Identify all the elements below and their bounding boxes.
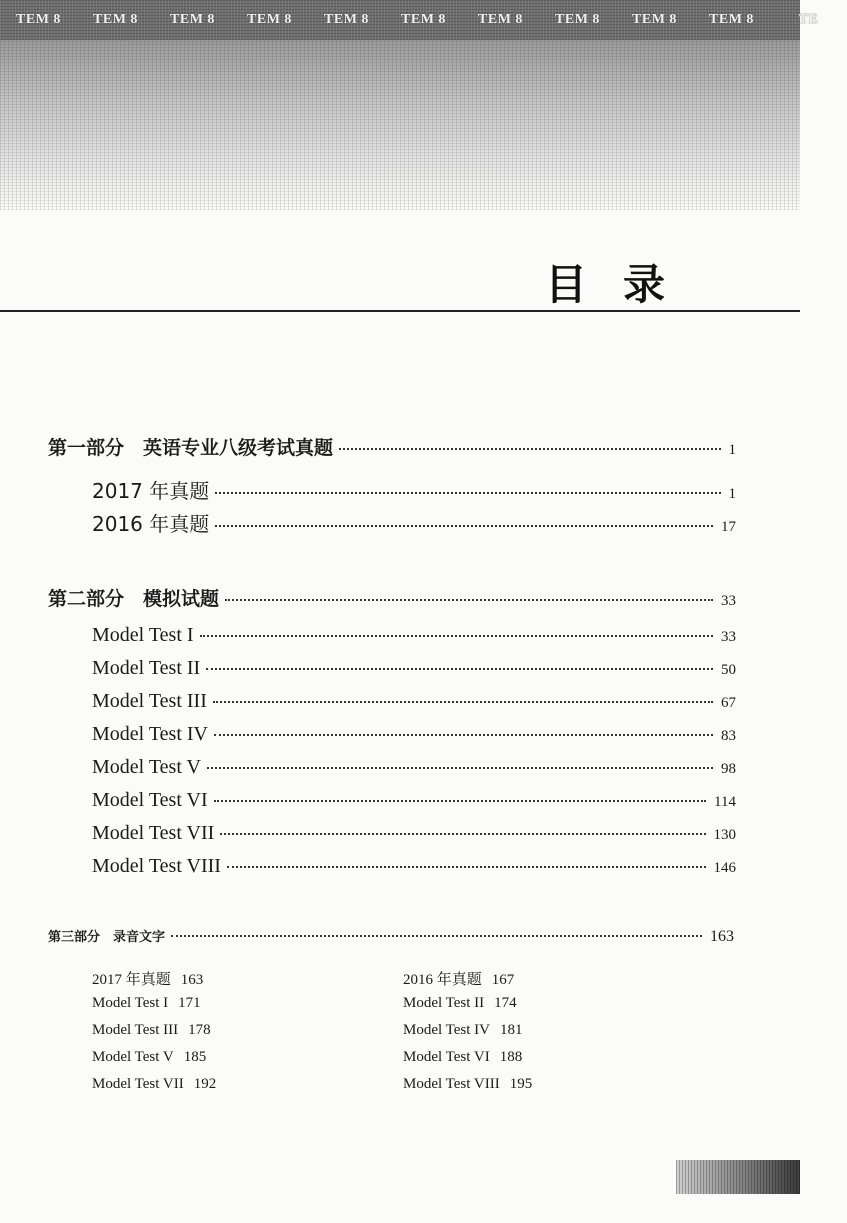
dot-leader bbox=[214, 734, 713, 736]
toc-entry-label: Model Test VIII bbox=[92, 855, 221, 877]
toc-entry[interactable] bbox=[92, 475, 736, 504]
toc-entry[interactable] bbox=[92, 855, 736, 878]
transcript-entry[interactable] bbox=[403, 1022, 523, 1039]
toc-entry-label: Model Test VII bbox=[92, 822, 215, 844]
banner-word: TEM 8 bbox=[324, 12, 369, 27]
dot-leader bbox=[220, 833, 705, 835]
banner-word: TEM 8 bbox=[478, 12, 523, 27]
toc-entry[interactable] bbox=[92, 789, 736, 812]
transcript-page: 178 bbox=[188, 1022, 211, 1038]
transcript-label: 2017 年真题 bbox=[92, 972, 171, 988]
dot-leader bbox=[213, 701, 713, 703]
toc-entry-label: Model Test I bbox=[92, 624, 194, 646]
toc-entry-label: Model Test III bbox=[92, 690, 207, 712]
transcript-page: 195 bbox=[509, 1076, 533, 1092]
toc-page-number: 33 bbox=[721, 629, 736, 645]
transcript-label: 2016 年真题 bbox=[403, 972, 482, 988]
dot-leader bbox=[225, 599, 713, 601]
toc-entry-label: 2016 年真题 bbox=[92, 512, 210, 536]
page-title: 目录 bbox=[545, 260, 702, 309]
dot-leader bbox=[215, 492, 720, 494]
toc-page-number: 98 bbox=[721, 761, 736, 777]
transcript-page: 167 bbox=[491, 972, 515, 988]
toc-page-number: 130 bbox=[713, 827, 736, 843]
transcript-label: Model Test V bbox=[92, 1049, 174, 1065]
transcript-entry[interactable] bbox=[92, 1022, 211, 1039]
dot-leader bbox=[215, 525, 713, 527]
banner-word: TEM 8 bbox=[401, 12, 446, 27]
toc-entry[interactable] bbox=[92, 690, 736, 713]
toc-page-number: 17 bbox=[721, 519, 736, 535]
banner-word: TEM 8 bbox=[632, 12, 677, 27]
transcript-entry[interactable] bbox=[92, 1049, 206, 1066]
transcript-page: 185 bbox=[183, 1049, 207, 1065]
dot-leader bbox=[200, 635, 713, 637]
banner-word: TEM 8 bbox=[93, 12, 138, 27]
transcript-page: 181 bbox=[500, 1022, 523, 1038]
transcript-entry[interactable] bbox=[403, 1049, 522, 1066]
toc-entry[interactable] bbox=[92, 822, 736, 845]
toc-page-number: 146 bbox=[713, 860, 736, 876]
toc-page-number: 114 bbox=[714, 794, 736, 810]
page-edge-tab bbox=[676, 1160, 800, 1194]
toc-entry[interactable] bbox=[92, 657, 736, 680]
dot-leader bbox=[227, 866, 706, 868]
toc-part-title: 第一部分 英语专业八级考试真题 bbox=[48, 437, 334, 459]
dot-leader bbox=[339, 448, 720, 450]
banner-word: TEM 8 bbox=[709, 12, 754, 27]
transcript-label: Model Test VIII bbox=[403, 1076, 500, 1092]
toc-page-number: 83 bbox=[721, 728, 736, 744]
dot-leader bbox=[206, 668, 713, 670]
transcript-entry[interactable] bbox=[92, 1076, 216, 1093]
dot-leader bbox=[214, 800, 706, 802]
banner-word: TEM 8 bbox=[16, 12, 61, 27]
toc-page-number: 163 bbox=[710, 928, 734, 945]
toc-entry-label: Model Test VI bbox=[92, 789, 208, 811]
banner-word: TEM 8 bbox=[247, 12, 292, 27]
dot-leader bbox=[171, 935, 702, 937]
toc-entry-label: Model Test V bbox=[92, 756, 201, 778]
header-banner bbox=[0, 0, 819, 40]
banner-word: TEM 8 bbox=[555, 12, 600, 27]
toc-entry-label: 2017 年真题 bbox=[92, 479, 210, 503]
toc-entry[interactable] bbox=[92, 508, 736, 537]
transcript-page: 163 bbox=[180, 972, 204, 988]
toc-part-3[interactable] bbox=[48, 926, 734, 946]
transcript-label: Model Test IV bbox=[403, 1022, 490, 1038]
toc-page-number: 1 bbox=[728, 486, 736, 502]
transcript-page: 171 bbox=[178, 995, 201, 1011]
transcript-entry[interactable] bbox=[403, 1076, 532, 1093]
transcript-label: Model Test III bbox=[92, 1022, 179, 1038]
toc-part-1[interactable] bbox=[48, 433, 736, 460]
title-divider bbox=[0, 310, 800, 312]
toc-part-2[interactable] bbox=[48, 584, 736, 611]
transcript-label: Model Test VI bbox=[403, 1049, 490, 1065]
dot-leader bbox=[207, 767, 713, 769]
transcript-label: Model Test II bbox=[403, 995, 485, 1011]
transcript-label: Model Test VII bbox=[92, 1076, 184, 1092]
transcript-entry[interactable] bbox=[92, 995, 201, 1012]
transcript-page: 188 bbox=[499, 1049, 523, 1065]
transcript-entry[interactable] bbox=[403, 968, 514, 989]
toc-part-title: 第二部分 模拟试题 bbox=[48, 588, 220, 610]
toc-page-number: 50 bbox=[721, 662, 736, 678]
toc-entry[interactable] bbox=[92, 723, 736, 746]
transcript-entry[interactable] bbox=[92, 968, 203, 989]
toc-part-title: 第三部分 录音文字 bbox=[48, 930, 166, 945]
transcript-label: Model Test I bbox=[92, 995, 169, 1011]
transcript-page: 174 bbox=[494, 995, 517, 1011]
banner-gradient bbox=[0, 40, 800, 210]
toc-page-number: 1 bbox=[728, 442, 736, 458]
transcript-page: 192 bbox=[193, 1076, 217, 1092]
toc-page-number: 67 bbox=[721, 695, 736, 711]
banner-word: TE bbox=[798, 12, 819, 27]
banner-word: TEM 8 bbox=[170, 12, 215, 27]
toc-entry[interactable] bbox=[92, 624, 736, 647]
toc-entry-label: Model Test IV bbox=[92, 723, 208, 745]
toc-page-number: 33 bbox=[721, 593, 736, 609]
transcript-entry[interactable] bbox=[403, 995, 517, 1012]
toc-entry[interactable] bbox=[92, 756, 736, 779]
toc-entry-label: Model Test II bbox=[92, 657, 201, 679]
